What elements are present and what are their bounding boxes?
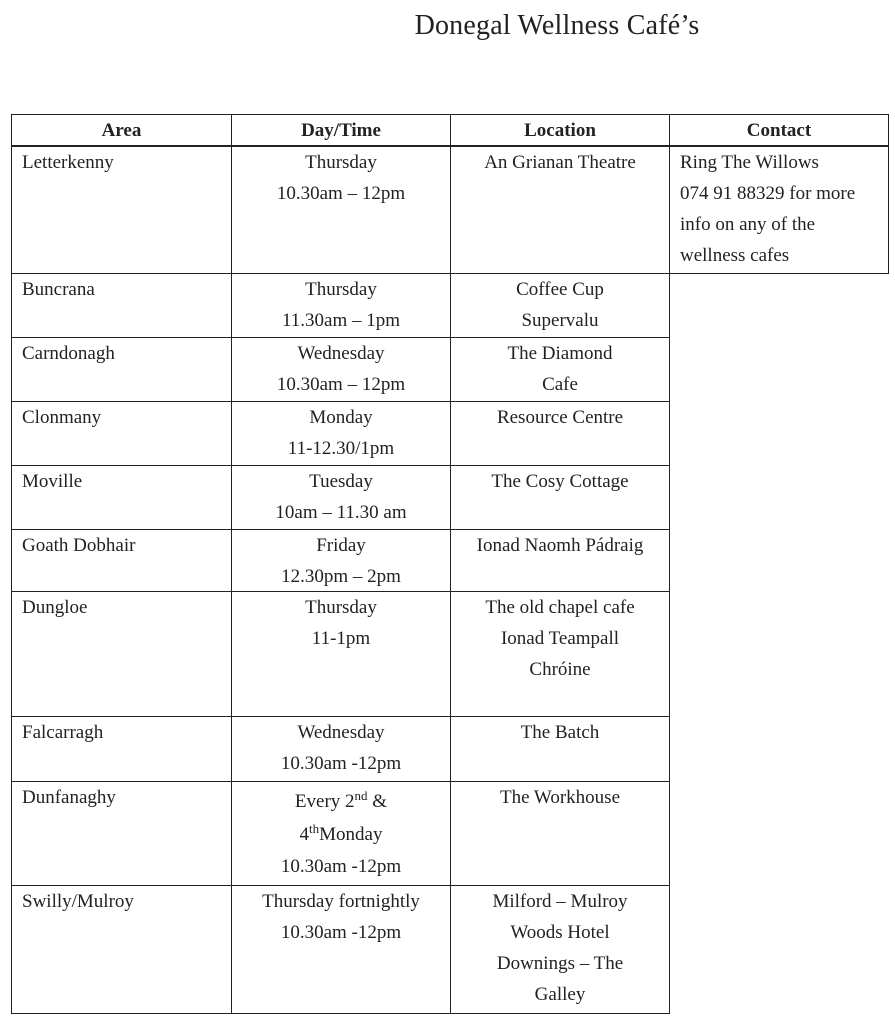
area-cell: Clonmany bbox=[11, 402, 231, 466]
table-row bbox=[11, 402, 889, 466]
area-cell: Carndonagh bbox=[11, 338, 231, 402]
location-cell: The old chapel cafe Ionad Teampall Chróine bbox=[450, 592, 670, 717]
day-time-cell: Every 2nd & 4thMonday 10.30am -12pm bbox=[231, 782, 450, 886]
table-header-row bbox=[11, 114, 889, 147]
table-row bbox=[11, 717, 889, 782]
header-area: Area bbox=[11, 114, 231, 147]
location-cell: The Batch bbox=[450, 717, 670, 782]
wellness-cafe-table bbox=[11, 114, 889, 1014]
table-row bbox=[11, 886, 889, 1014]
area-cell: Dungloe bbox=[11, 592, 231, 717]
location-cell: The Workhouse bbox=[450, 782, 670, 886]
day-time-cell: Friday 12.30pm – 2pm bbox=[231, 530, 450, 592]
table-row bbox=[11, 782, 889, 886]
header-day-time: Day/Time bbox=[231, 114, 450, 147]
day-time-cell: Monday 11-12.30/1pm bbox=[231, 402, 450, 466]
location-cell: Resource Centre bbox=[450, 402, 670, 466]
area-cell: Falcarragh bbox=[11, 717, 231, 782]
day-time-cell: Thursday fortnightly 10.30am -12pm bbox=[231, 886, 450, 1014]
area-cell: Letterkenny bbox=[11, 147, 231, 274]
area-cell: Moville bbox=[11, 466, 231, 530]
day-time-cell: Thursday 11-1pm bbox=[231, 592, 450, 717]
location-cell: Ionad Naomh Pádraig bbox=[450, 530, 670, 592]
table-row bbox=[11, 274, 889, 338]
day-time-cell: Wednesday 10.30am – 12pm bbox=[231, 338, 450, 402]
area-cell: Dunfanaghy bbox=[11, 782, 231, 886]
page-title: Donegal Wellness Café’s bbox=[414, 10, 700, 41]
area-cell: Swilly/Mulroy bbox=[11, 886, 231, 1014]
table-row bbox=[11, 592, 889, 717]
day-time-cell: Wednesday 10.30am -12pm bbox=[231, 717, 450, 782]
location-cell: Coffee Cup Supervalu bbox=[450, 274, 670, 338]
table-row bbox=[11, 338, 889, 402]
day-time-cell: Thursday 10.30am – 12pm bbox=[231, 147, 450, 274]
day-time-cell: Thursday 11.30am – 1pm bbox=[231, 274, 450, 338]
day-time-cell: Tuesday 10am – 11.30 am bbox=[231, 466, 450, 530]
area-cell: Buncrana bbox=[11, 274, 231, 338]
area-cell: Goath Dobhair bbox=[11, 530, 231, 592]
location-cell: The Diamond Cafe bbox=[450, 338, 670, 402]
table-row bbox=[11, 530, 889, 592]
location-cell: Milford – Mulroy Woods Hotel Downings – The Galley bbox=[450, 886, 670, 1014]
location-cell: An Grianan Theatre bbox=[450, 147, 670, 274]
header-contact: Contact bbox=[670, 114, 889, 147]
header-location: Location bbox=[450, 114, 670, 147]
contact-cell: Ring The Willows 074 91 88329 for more info on any of the wellness cafes bbox=[670, 147, 889, 274]
table-row bbox=[11, 147, 889, 274]
table-row bbox=[11, 466, 889, 530]
location-cell: The Cosy Cottage bbox=[450, 466, 670, 530]
